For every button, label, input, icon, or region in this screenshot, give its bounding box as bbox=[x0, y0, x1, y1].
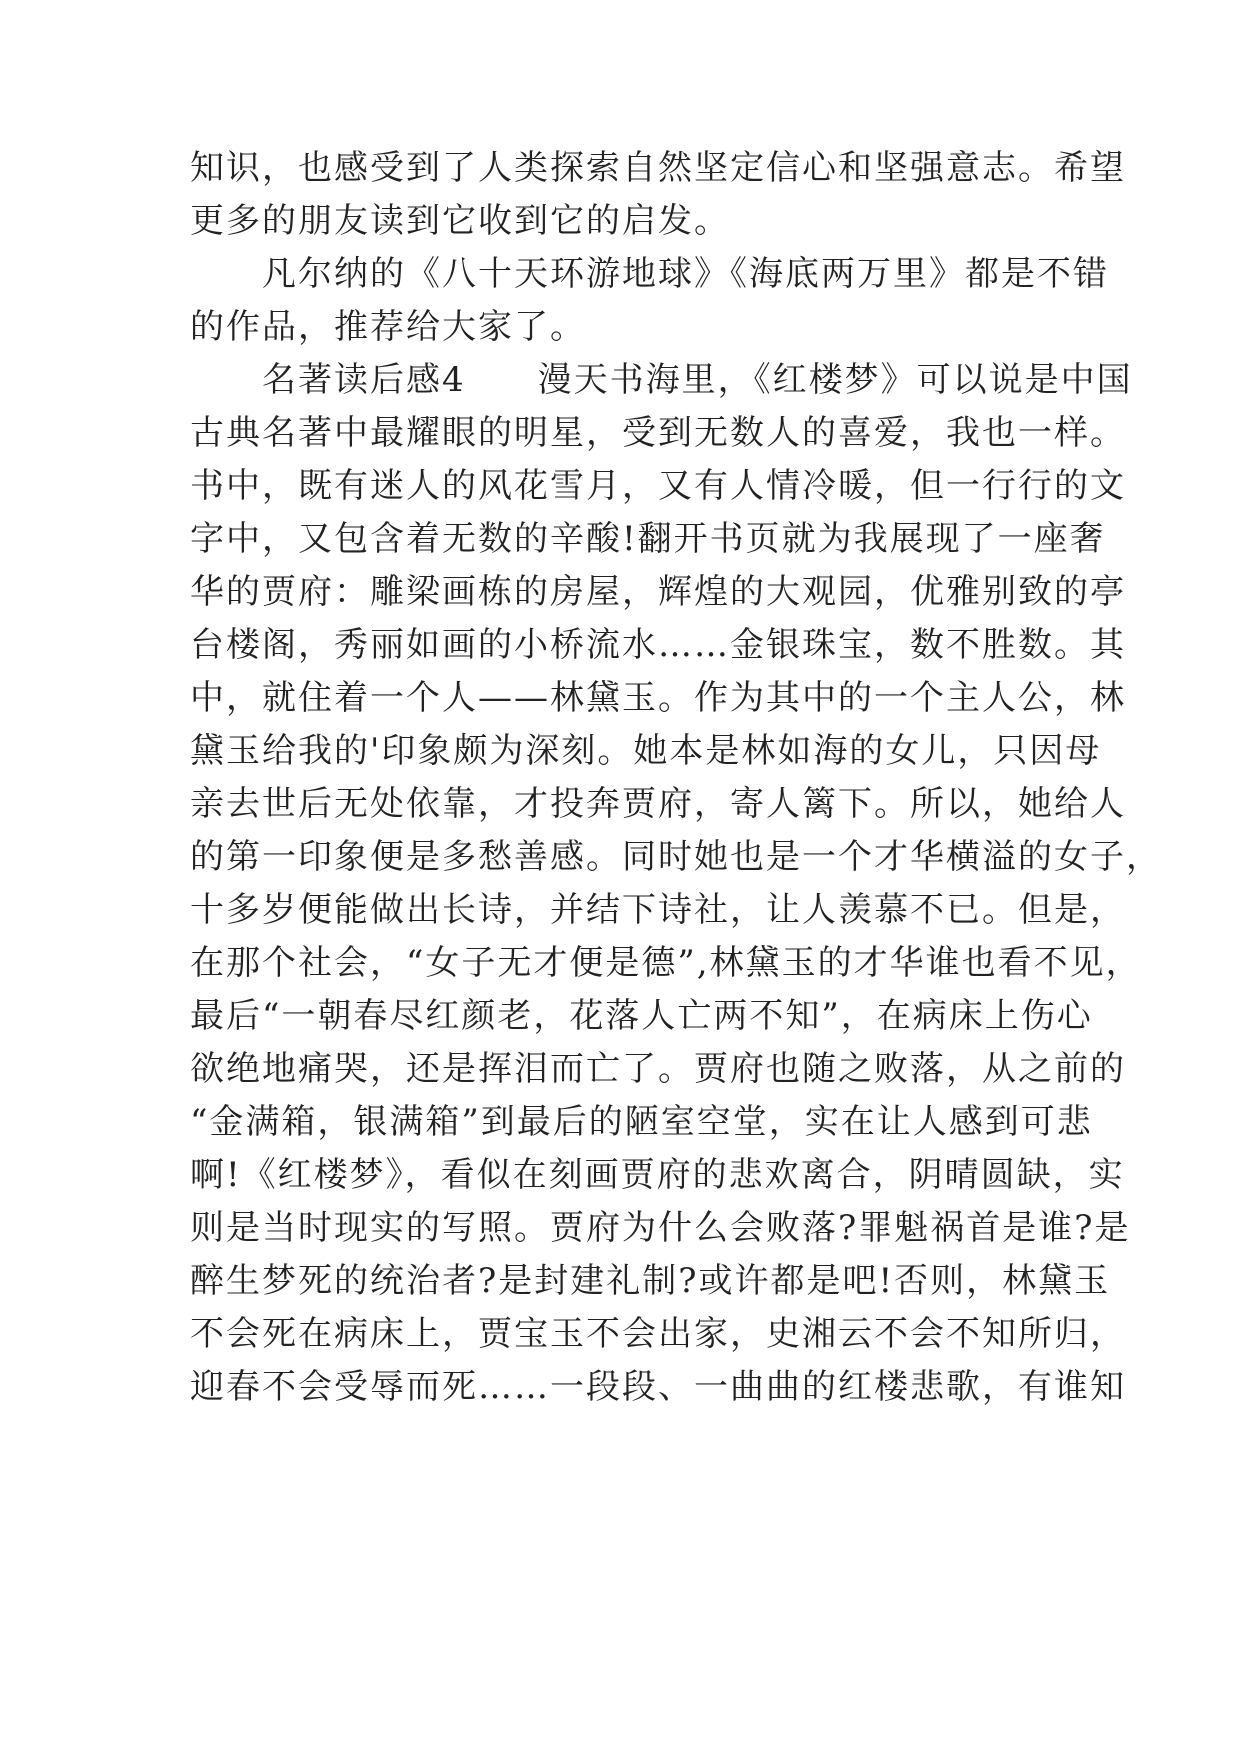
text-line: “金满箱，银满箱”到最后的陋室空堂，实在让人感到可悲 bbox=[190, 1102, 1093, 1142]
text-line: 最后“一朝春尽红颜老，花落人亡两不知”，在病床上伤心 bbox=[190, 996, 1093, 1036]
text-line: 知识，也感受到了人类探索自然坚定信心和坚强意志。希望 bbox=[190, 148, 1126, 188]
text-line: 华的贾府：雕梁画栋的房屋，辉煌的大观园，优雅别致的亭 bbox=[190, 572, 1126, 612]
text-line: 名著读后感4 漫天书海里，《红楼梦》可以说是中国 bbox=[190, 360, 1133, 400]
text-line: 凡尔纳的《八十天环游地球》《海底两万里》都是不错 bbox=[190, 254, 1109, 294]
text-line: 的作品，推荐给大家了。 bbox=[190, 307, 586, 347]
text-line: 中，就住着一个人——林黛玉。作为其中的一个主人公，林 bbox=[190, 678, 1126, 718]
text-line: 欲绝地痛哭，还是挥泪而亡了。贾府也随之败落，从之前的 bbox=[190, 1049, 1126, 1089]
text-line: 古典名著中最耀眼的明星，受到无数人的喜爱，我也一样。 bbox=[190, 413, 1126, 453]
text-line: 亲去世后无处依靠，才投奔贾府，寄人篱下。所以，她给人 bbox=[190, 784, 1126, 824]
text-line: 醉生梦死的统治者?是封建礼制?或许都是吧!否则，林黛玉 bbox=[190, 1261, 1111, 1301]
text-line: 黛玉给我的'印象颇为深刻。她本是林如海的女儿，只因母 bbox=[190, 731, 1102, 771]
text-line: 则是当时现实的写照。贾府为什么会败落?罪魁祸首是谁?是 bbox=[190, 1208, 1131, 1248]
text-line: 啊!《红楼梦》，看似在刻画贾府的悲欢离合，阴晴圆缺，实 bbox=[190, 1155, 1125, 1195]
text-line: 不会死在病床上，贾宝玉不会出家，史湘云不会不知所归， bbox=[190, 1314, 1126, 1354]
text-line: 迎春不会受辱而死……一段段、一曲曲的红楼悲歌，有谁知 bbox=[190, 1367, 1126, 1407]
text-line: 十多岁便能做出长诗，并结下诗社，让人羡慕不已。但是， bbox=[190, 890, 1126, 930]
text-line: 书中，既有迷人的风花雪月，又有人情冷暖，但一行行的文 bbox=[190, 466, 1126, 506]
text-line: 台楼阁，秀丽如画的小桥流水……金银珠宝，数不胜数。其 bbox=[190, 625, 1126, 665]
text-line: 更多的朋友读到它收到它的启发。 bbox=[190, 201, 730, 241]
text-line: 的第一印象便是多愁善感。同时她也是一个才华横溢的女子， bbox=[190, 837, 1162, 877]
text-line: 在那个社会，“女子无才便是德”,林黛玉的才华谁也看不见， bbox=[190, 943, 1142, 983]
text-line: 字中，又包含着无数的辛酸!翻开书页就为我展现了一座奢 bbox=[190, 519, 1106, 559]
